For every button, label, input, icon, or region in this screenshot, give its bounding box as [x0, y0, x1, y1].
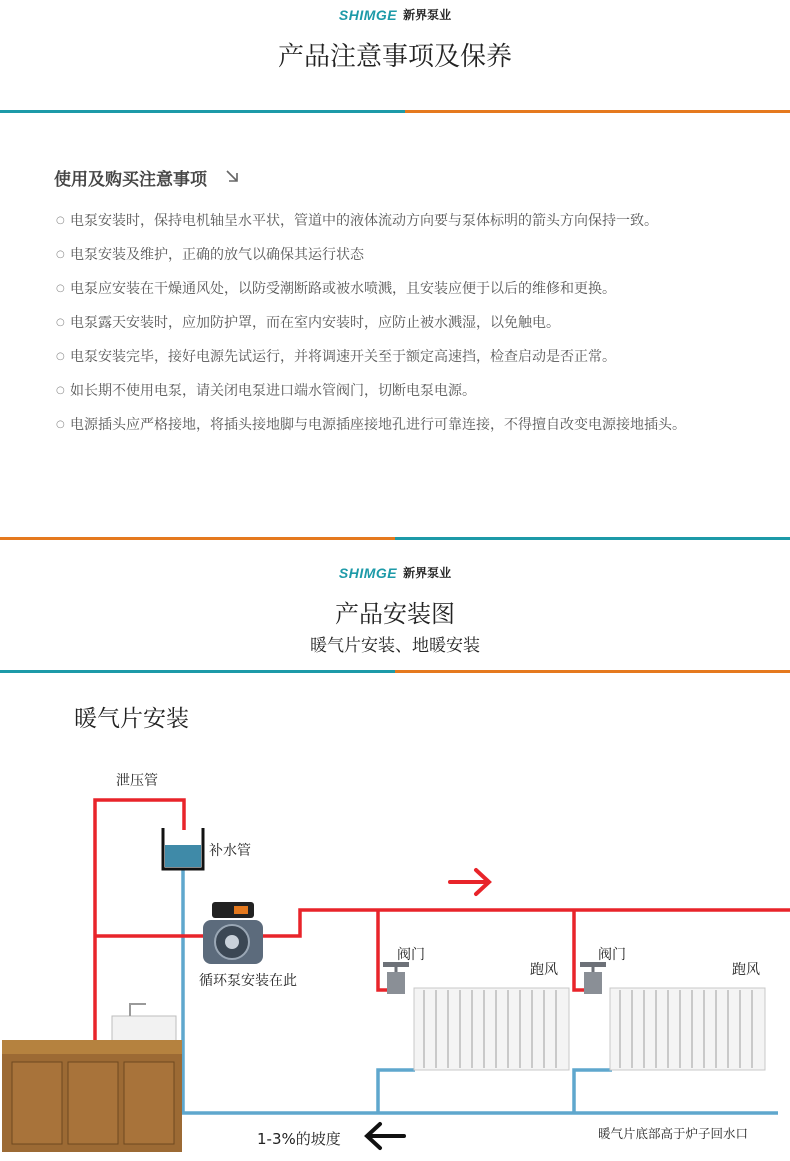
page-title: 产品注意事项及保养: [277, 42, 512, 72]
circle-bullet-icon: ○: [56, 351, 65, 362]
install-title: 产品安装图: [335, 600, 455, 628]
notes-heading-text: 使用及购买注意事项: [54, 170, 207, 190]
sink-cabinet: [2, 1004, 182, 1152]
note-text: 电泵安装及维护，正确的放气以确保其运行状态: [70, 247, 364, 263]
circulation-pump-icon: [203, 902, 263, 964]
circle-bullet-icon: ○: [56, 385, 65, 396]
note-text: 电泵安装时，保持电机轴呈水平状，管道中的液体流动方向要与泵体标明的箭头方向保持一致。: [70, 213, 658, 229]
label-air-vent-2: 跑风: [732, 962, 760, 978]
circle-bullet-icon: ○: [56, 249, 65, 260]
brand-name-cn: 新界泵业: [403, 566, 452, 580]
brand-name-en: SHIMGE: [338, 6, 398, 23]
brand-name-en: SHIMGE: [338, 564, 398, 581]
flow-arrow-right-icon: [450, 870, 489, 894]
note-text: 电泵应安装在干燥通风处，以防受潮断路或被水喷溅，且安装应便于以后的维修和更换。: [70, 281, 616, 297]
diagram-title: 暖气片安装: [74, 706, 189, 732]
label-valve-1: 阀门: [397, 947, 425, 963]
radiator-1: [414, 988, 569, 1070]
note-text: 电泵露天安装时，应加防护罩，而在室内安装时，应防止被水溅湿，以免触电。: [70, 315, 560, 331]
circle-bullet-icon: ○: [56, 419, 65, 430]
label-pump-location: 循环泵安装在此: [199, 973, 297, 989]
expansion-tank: [163, 828, 203, 869]
label-radiator-note: 暖气片底部高于炉子回水口: [598, 1126, 749, 1141]
label-air-vent-1: 跑风: [530, 962, 558, 978]
circle-bullet-icon: ○: [56, 317, 65, 328]
note-text: 电源插头应严格接地，将插头接地脚与电源插座接地孔进行可靠连接，不得擅自改变电源接地插头。: [70, 417, 686, 433]
circle-bullet-icon: ○: [56, 215, 65, 226]
install-subtitle: 暖气片安装、地暖安装: [310, 636, 480, 656]
circle-bullet-icon: ○: [56, 283, 65, 294]
label-makeup-water: 补水管: [209, 843, 251, 859]
label-slope: 1-3%的坡度: [257, 1130, 341, 1148]
slope-arrow-left-icon: [367, 1124, 404, 1148]
brand-name-cn: 新界泵业: [403, 8, 452, 22]
radiator-2: [610, 988, 765, 1070]
label-valve-2: 阀门: [598, 947, 626, 963]
label-pressure-relief: 泄压管: [116, 773, 158, 789]
note-text: 如长期不使用电泵，请关闭电泵进口端水管阀门，切断电泵电源。: [70, 383, 476, 399]
note-text: 电泵安装完毕，接好电源先试运行，并将调速开关至于额定高速挡，检查启动是否正常。: [70, 349, 616, 365]
